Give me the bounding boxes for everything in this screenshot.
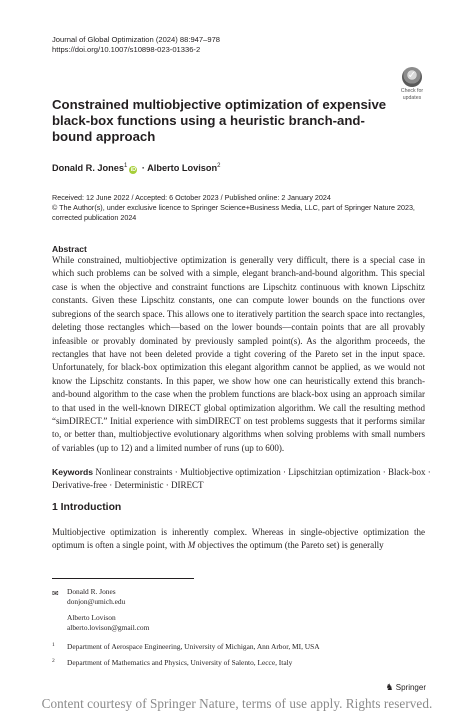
intro-text-end: objectives the optimum (the Pareto set) is generally (195, 540, 384, 551)
envelope-icon: ✉ (52, 589, 59, 598)
doi-link[interactable]: https://doi.org/10.1007/s10898-023-01336-2 (52, 45, 201, 54)
contact-entry (67, 587, 125, 607)
publisher-logo (385, 683, 426, 693)
author-affiliation-marker: 2 (217, 163, 221, 169)
orcid-icon[interactable]: iD (130, 167, 137, 174)
author-name[interactable]: Donald R. Jones (52, 163, 124, 174)
affiliation-text: Department of Mathematics and Physics, University of Salento, Lecce, Italy (67, 658, 293, 667)
crossmark-icon: ✓ (402, 67, 422, 87)
copyright-notice: © The Author(s), under exclusive licence to Springer Science+Business Media, LLC, part of Springer Nature 2023, corrected publication 2024 (52, 203, 415, 222)
abstract-text: While constrained, multiobjective optimization is generally very difficult, there is a special case in which such problems can be solved with a simple, elegant branch-and-bound algorithm. This special case is when the objective and constraint functions are Lipschitz continuous with known Lipschitz constants. Given these Lipschitz constants, one can compute lower bounds on the functions over subregions of the search space. This allows one to iteratively partition the search space into rectangles, deleting those rectangles which—based on the lower bounds—contain points that are all provably infeasible or provably dominated by previously sampled point(s). As the algorithm proceeds, the rectangles that have not been deleted provide a tight covering of the Pareto set in the input space. Unfortunately, for black-box optimization this elegant algorithm cannot be applied, as we would not know the Lipschitz constants. In this paper, we show how one can heuristically extend this branch-and-bound algorithm to the case when the problem functions are black-box using an approach similar to that used in the well-known DIRECT global optimization algorithm. We call the resulting method “simDIRECT.” Initial experience with simDIRECT on test problems suggests that it performs similar to, or better than, multiobjective evolutionary algorithms when solving problems with small numbers of variables (up to 12) and a limited number of runs (up to 600). (52, 255, 425, 453)
affiliation-text: Department of Aerospace Engineering, University of Michigan, Ann Arbor, MI, USA (67, 642, 320, 651)
section-heading: 1 Introduction (52, 502, 122, 513)
springer-horse-icon: ♞ (385, 683, 394, 693)
publisher-name: Springer (395, 683, 426, 692)
contact-name: Alberto Lovison (67, 613, 116, 622)
footnote-divider (52, 578, 194, 579)
affiliation-marker: 1 (52, 642, 55, 648)
author-separator: · (141, 163, 145, 174)
affiliation-number (52, 656, 55, 668)
author-list (52, 163, 220, 174)
keywords (52, 466, 432, 492)
courtesy-watermark: Content courtesy of Springer Nature, terms of use apply. Rights reserved. (41, 696, 433, 711)
affiliation-number (52, 640, 55, 652)
keywords-list: Nonlinear constraints · Multiobjective optimization · Lipschitzian optimization · Black-box · Derivative-free · Deterministic · DIRECT (52, 467, 431, 490)
abstract-heading: Abstract (52, 244, 87, 254)
contact-name: Donald R. Jones (67, 587, 116, 596)
section-text (52, 526, 425, 553)
affiliation-marker: 2 (52, 658, 55, 664)
author-affiliation-marker: 1 (123, 163, 128, 169)
publication-dates: Received: 12 June 2022 / Accepted: 6 October 2023 / Published online: 2 January 2024 (52, 193, 331, 202)
intro-text-math: M (187, 540, 196, 551)
contact-entry (67, 613, 149, 633)
intro-text-start: Multiobjective optimization is inherently complex. Whereas in single-objective optimization the optimum is often a single point, with (52, 527, 425, 551)
contact-email[interactable]: donjon@umich.edu (67, 597, 126, 606)
check-for-updates-badge[interactable] (393, 67, 431, 101)
journal-citation: Journal of Global Optimization (2024) 88:947–978 (52, 35, 221, 44)
author-name[interactable]: Alberto Lovison (147, 163, 218, 174)
paper-title: Constrained multiobjective optimization of expensive black-box functions using a heuristic branch-and-bound approach (52, 97, 387, 144)
contact-email[interactable]: alberto.lovison@gmail.com (67, 623, 150, 632)
keywords-label: Keywords (52, 467, 94, 477)
check-for-updates-line1: Check for (400, 88, 424, 94)
check-for-updates-line2: updates (402, 95, 422, 101)
